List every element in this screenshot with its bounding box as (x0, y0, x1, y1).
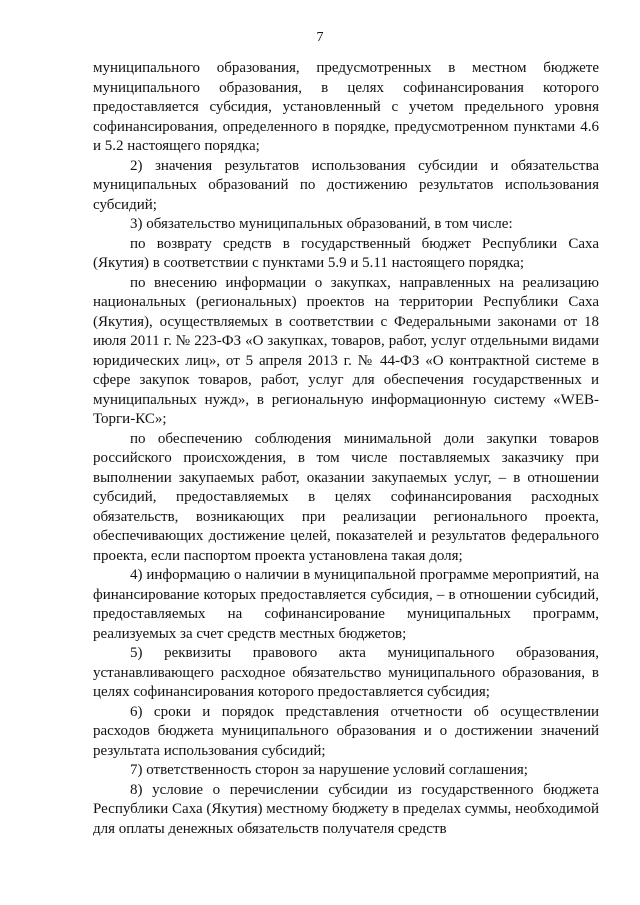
paragraph: по внесению информации о закупках, направленных на реализацию национальных (региональных) проектов на территории Республики Саха (Якутия), осуществляемых в соответствии с Федеральными законами от 18 июля 2011 г. № 223-ФЗ «О закупках, товаров, работ, услуг отдельными видами юридических лиц», от 5 апреля 2013 г. № 44-ФЗ «О контрактной системе в сфере закупок товаров, работ, услуг для обеспечения государственных и муниципальных нужд», в региональную информационную систему «WEB-Торги-КС»; (93, 274, 599, 427)
document-body (93, 59, 599, 839)
paragraph: по возврату средств в государственный бюджет Республики Саха (Якутия) в соответствии с пунктами 5.9 и 5.11 настоящего порядка; (93, 235, 599, 271)
paragraph: 2) значения результатов использования субсидии и обязательства муниципальных образований по достижению результатов использования субсидий; (93, 157, 599, 213)
paragraph: 4) информацию о наличии в муниципальной программе мероприятий, на финансирование которых предоставляется субсидия, – в отношении субсидий, предоставляемых на софинансирование муниципальных программ, реализуемых за счет средств местных бюджетов; (93, 567, 599, 642)
paragraph: 3) обязательство муниципальных образований, в том числе: (130, 216, 513, 232)
paragraph: 6) сроки и порядок представления отчетности об осуществлении расходов бюджета муниципального образования и о достижении значений результата использования субсидий; (93, 703, 599, 759)
page-number: 7 (316, 30, 324, 45)
paragraph: 8) условие о перечислении субсидии из государственного бюджета Республики Саха (Якутия) местному бюджету в пределах суммы, необходимой для оплаты денежных обязательств получателя средств (93, 781, 599, 837)
paragraph: 5) реквизиты правового акта муниципального образования, устанавливающего расходное обязательство муниципального образования, в целях софинансирования которого предоставляется субсидия; (93, 645, 599, 700)
paragraph: по обеспечению соблюдения минимальной доли закупки товаров российского происхождения, в том числе поставляемых заказчику при выполнении закупаемых работ, оказании закупаемых услуг, – в отношении субсидий, предоставляемых в целях софинансирования расходных обязательств, возникающих при реализации регионального проекта, обеспечивающих достижение целей, показателей и результатов федерального проекта, если паспортом проекта установлена такая доля; (93, 430, 599, 564)
paragraph: муниципального образования, предусмотренных в местном бюджете муниципального образования, в целях софинансирования которого предоставляется субсидия, установленный с учетом предельного уровня софинансирования, определенного в порядке, предусмотренном пунктами 4.6 и 5.2 настоящего порядка; (93, 60, 599, 154)
paragraph: 7) ответственность сторон за нарушение условий соглашения; (130, 762, 528, 778)
